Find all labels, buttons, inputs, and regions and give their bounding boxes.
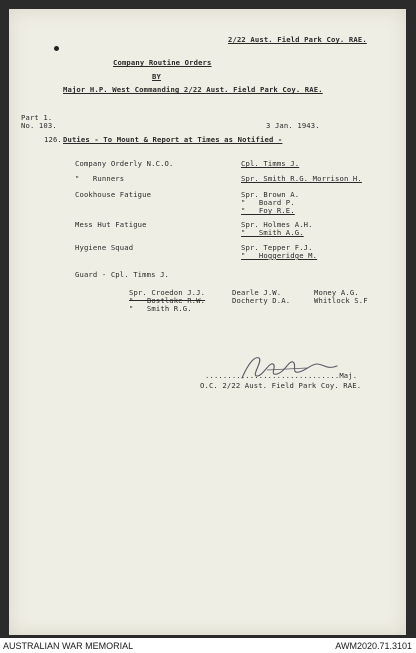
guard-name: Spr. Croedon J.J. <box>129 288 206 297</box>
no-label: No. 103. <box>21 121 57 130</box>
item-number: 126. <box>44 135 62 144</box>
duty-names: " Foy R.E. <box>241 206 295 215</box>
duty-label: Hygiene Squad <box>75 243 134 252</box>
unit-header: 2/22 Aust. Field Park Coy. RAE. <box>228 35 367 44</box>
duty-names: Cpl. Timms J. <box>241 159 300 168</box>
duty-label: Mess Hut Fatigue <box>75 220 147 229</box>
part-label: Part 1. <box>21 113 53 122</box>
duty-names: Spr. Holmes A.H. <box>241 220 313 229</box>
guard-name: " Smith R.G. <box>129 304 192 313</box>
duty-label: " Runners <box>75 174 125 183</box>
duty-names: " Hoggeridge M. <box>241 251 318 260</box>
item-heading: Duties - To Mount & Report at Times as Notified - <box>63 135 283 144</box>
duty-names: " Board P. <box>241 198 295 207</box>
duty-label: Company Orderly N.C.O. <box>75 159 174 168</box>
guard-name: Money A.G. <box>314 288 359 297</box>
orders-title: Company Routine Orders <box>113 58 212 67</box>
duty-names: Spr. Brown A. <box>241 190 300 199</box>
guard-name: Whitlock S.F <box>314 296 368 305</box>
date: 3 Jan. 1943. <box>266 121 320 130</box>
duty-names: Spr. Tepper F.J. <box>241 243 313 252</box>
signatory-title: O.C. 2/22 Aust. Field Park Coy. RAE. <box>200 381 362 390</box>
punch-hole <box>54 46 59 51</box>
duty-names: Spr. Smith R.G. Morrison H. <box>241 174 362 183</box>
guard-name: Docherty D.A. <box>232 296 291 305</box>
document-page <box>9 9 406 635</box>
signature-line: ..............................Maj. <box>205 371 358 380</box>
duty-label: Cookhouse Fatigue <box>75 190 152 199</box>
guard-name: Dearle J.W. <box>232 288 282 297</box>
catalog-number: AWM2020.71.3101 <box>335 641 412 651</box>
guard-label: Guard - Cpl. Timms J. <box>75 270 170 279</box>
duty-names: " Smith A.G. <box>241 228 304 237</box>
commander-line: Major H.P. West Commanding 2/22 Aust. Field Park Coy. RAE. <box>63 85 323 94</box>
guard-name: " Bostlake R.W. <box>129 296 206 305</box>
by-label: BY <box>152 72 161 81</box>
archive-footer <box>0 638 416 653</box>
archive-name: AUSTRALIAN WAR MEMORIAL <box>3 641 134 651</box>
